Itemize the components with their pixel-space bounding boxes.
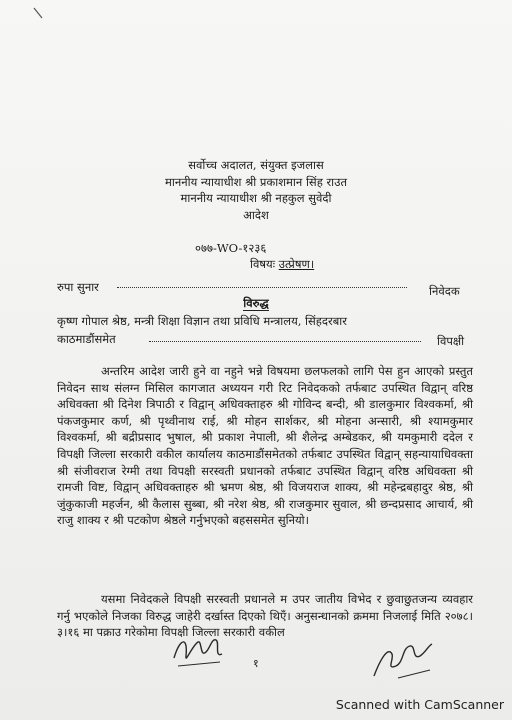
paragraph-2-text: यसमा निवेदकले विपक्षी सरस्वती प्रधानले म उपर जातीय विभेद र छुवाछुतजन्य व्यवहार गर्नु भएकोले निजका विरुद्ध जाहेरी दर्खास्त दिएको थिएँ। अनुसन्धानको क्रममा निजलाई मिति २०७८।३।१६ मा पक्राउ गरेकोमा विपक्षी जिल्ला सरकारी वकील [57, 592, 473, 640]
pen-stroke-mark [28, 6, 68, 26]
respondent-dotted-line [149, 341, 421, 342]
subject-label: विषयः [250, 257, 276, 271]
case-number: ०७७-WO-१२३६ [195, 241, 267, 255]
order-label: आदेश [243, 207, 269, 222]
justice-1: माननीय न्यायाधीश श्री प्रकाशमान सिंह राउत [164, 174, 348, 189]
petitioner-role: निवेदक [429, 284, 460, 298]
signature-left [170, 628, 228, 672]
petitioner-name: रुपा सुनार [57, 280, 99, 294]
respondent-row [57, 331, 477, 347]
scanner-watermark: Scanned with CamScanner [335, 697, 504, 712]
paragraph-1-text: अन्तरिम आदेश जारी हुने वा नहुने भन्ने विषयमा छलफलको लागि पेस हुन आएको प्रस्तुत निवेदन साथ संलग्न मिसिल कागजात अध्ययन गरी रिट निवेदकको तर्फबाट उपस्थित विद्वान् वरिष्ठ अधिवक्ता श्री दिनेश त्रिपाठी र विद्वान् अधिवक्ताहरु श्री गोविन्द बन्दी, श्री डालकुमार विश्वकर्मा, श्री पंकजकुमार कर्ण, श्री पृथ्वीनाथ राई, श्री मोहन सार्शकर, श्री मोहना अन्सारी, श्री श्यामकुमार विश्वकर्मा, श्री बद्रीप्रसाद भुषाल, श्री प्रकाश नेपाली, श्री शैलेन्द्र अम्बेडकर, श्री यमकुमारी ददेल र विपक्षी जिल्ला सरकारी वकील कार्यालय काठमाडौंसमेतको तर्फबाट उपस्थित विद्वान् सहन्यायाधिवक्ता श्री संजीवराज रेग्मी तथा विपक्षी सरस्वती प्रधानको तर्फबाट उपस्थित विद्वान् वरिष्ठ अधिवक्ता श्री रामजी विष्ट, विद्वान् अधिवक्ताहरु श्री भ्रमण श्रेष्ठ, श्री विजयराज शाक्य, श्री महेन्द्रबहादुर श्रेष्ठ, श्री जुंकुकाजी महर्जन, श्री कैलास सुब्बा, श्री नरेश श्रेष्ठ, श्री राजकुमार सुवाल, श्री छन्दप्रसाद आचार्य, श्री राजु शाक्य र श्री पटकोण श्रेष्ठले गर्नुभएको बहससमेत सुनियो। [57, 364, 473, 528]
respondent-role: विपक्षी [437, 334, 465, 348]
subject-line [250, 256, 314, 272]
respondent-line-1 [57, 313, 477, 329]
court-header [0, 157, 512, 223]
respondent-description: कृष्ण गोपाल श्रेष्ठ, मन्त्री शिक्षा विज्ञान तथा प्रविधि मन्त्रालय, सिंहदरबार [57, 314, 347, 328]
petitioner-row [57, 279, 477, 298]
page-number: १ [253, 657, 259, 670]
versus-heading [0, 296, 512, 311]
respondent-location: काठमाडौंसमेत [57, 332, 116, 346]
petitioner-dotted-line [117, 287, 407, 288]
justice-2: माननीय न्यायाधीश श्री नहकुल सुवेदी [180, 191, 332, 205]
subject-value: उत्प्रेषण। [278, 257, 315, 271]
versus-label: विरुद्ध [243, 296, 269, 310]
court-name: सर्वोच्च अदालत, संयुक्त इजलास [188, 158, 324, 172]
signature-right [368, 640, 438, 682]
paragraph-2 [57, 591, 473, 641]
paragraph-1 [57, 363, 473, 529]
